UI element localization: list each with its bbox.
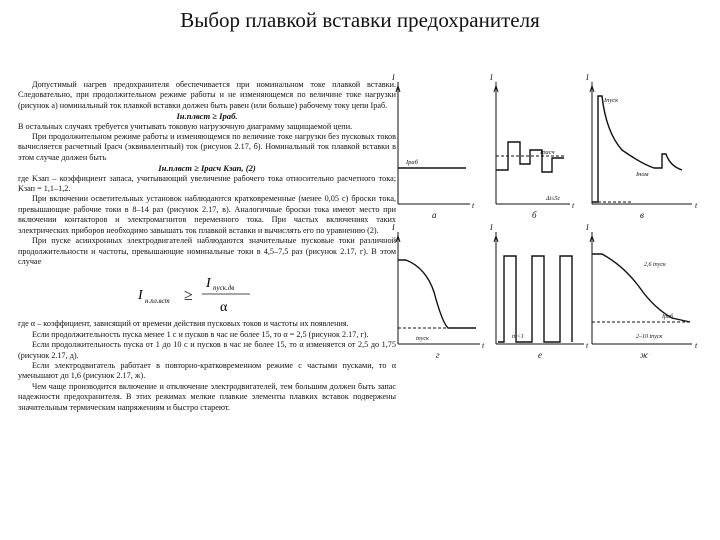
diagram-e [590, 232, 692, 344]
figure-panel [392, 72, 712, 362]
document-body [18, 80, 396, 413]
formula-denominator: α [220, 300, 228, 316]
current-diagrams [392, 72, 712, 362]
paragraph: Допустимый нагрев предохранителя обеспечивается при номинальном токе плавкой вставки. Следовательно, при продолжительном режиме работы и не изменяющемся по величине токе нагрузки (рисунок а) номинальный ток плавкой вставки должен быть равен (или больше) рабочему току цепи Iраб. [18, 80, 396, 110]
formula-numerator: I [206, 276, 211, 292]
annotation: Iном [636, 171, 649, 178]
annotation: 2–10 tпуск [636, 334, 663, 340]
axis-t-label: t [472, 201, 475, 210]
axis-i-label: I [392, 73, 395, 82]
axis-t-label: t [482, 341, 485, 350]
diagram-g [396, 232, 480, 344]
diagram-a [396, 82, 470, 204]
equation: Iн.плвст ≥ Iрасч Kзап, (2) [158, 163, 256, 174]
axis-t-label: t [695, 341, 698, 350]
annotation: Iпуск [604, 97, 619, 104]
annotation: Δt≤5с [546, 196, 561, 202]
formula-lhs-sub: н.пл.вст [145, 297, 170, 306]
figure-label: г [436, 350, 440, 360]
figure-label: ж [640, 350, 649, 360]
paragraph: Если продолжительность пуска от 1 до 10 с и пусков в час не более 15, то α изменяется от 2,5 до 1,75 (рисунок 2.17, д). [18, 340, 396, 360]
figure-label: в [640, 210, 644, 220]
annotation: Iраб [406, 159, 418, 166]
paragraph: Если электродвигатель работает в повторно-кратковременном режиме с частыми пусками, то α уменьшают до 1,6 (рисунок 2.17, ж). [18, 360, 396, 381]
paragraph: При включении осветительных установок наблюдаются кратковременные (менее 0,05 с) броски тока, превышающие рабочие токи в 8–14 раз (рисунок 2.17, в). Аналогичные броски тока имеют место при включении контакторов и электромагнитов переменного тока. При частых включениях таких электрических приборов необходимо завышать ток плавкой вставки и вычислять его по уравнению (2). [18, 194, 396, 235]
formula [18, 267, 396, 319]
paragraph: где Kзап – коэффициент запаса, учитывающий увеличение рабочего тока относительно расчетного тока; Kзап = 1,1–1,2. [18, 173, 396, 194]
axis-t-label: t [572, 201, 575, 210]
annotation: Iраб [662, 314, 674, 320]
annotation: tп<1 [512, 334, 524, 340]
paragraph: где α – коэффициент, зависящий от времени действия пусковых токов и частоты их появления. [18, 319, 349, 329]
diagram-d [494, 232, 584, 344]
formula-graphic [18, 267, 396, 319]
page-title: Выбор плавкой вставки предохранителя [180, 8, 540, 32]
axis-i-label: I [392, 223, 395, 232]
annotation: tпуск [416, 336, 429, 342]
paragraph: При пуске асинхронных электродвигателей наблюдаются значительные пусковые токи различной продолжительности и частоты, превышающие номинальные токи в 4,5–7,5 раз (рисунок 2.17, г). В этом случае [18, 236, 396, 266]
annotation: Iрасч [540, 149, 555, 156]
axis-i-label: I [490, 73, 493, 82]
axis-t-label: t [586, 341, 589, 350]
figure-label: б [532, 210, 537, 220]
figure-label: е [538, 350, 542, 360]
axis-i-label: I [586, 223, 589, 232]
figure-label: а [432, 210, 437, 220]
axis-t-label: t [695, 201, 698, 210]
annotation: 2,6 tпуск [644, 262, 666, 268]
paragraph: Чем чаще производится включение и отключение электродвигателей, тем большим должен быть запас надежности предохранителя. В этих режимах мелкие плавкие элементы плавких вставок подвержены значительным термическим напряжениям и быстро стареют. [18, 381, 396, 412]
paragraph: Если продолжительность пуска менее 1 с и пусков в час не более 15, то α = 2,5 (рисунок 2.17, г). [32, 329, 369, 339]
diagram-b [494, 82, 570, 204]
formula-geq: ≥ [184, 287, 193, 305]
equation: Iн.плвст ≥ Iраб. [176, 111, 238, 122]
axis-i-label: I [586, 73, 589, 82]
paragraph: При продолжительном режиме работы и изменяющемся по величине токе нагрузки без пусковых токов вычисляется расчетный Iрасч (эквивалентный) ток (рисунок 2.17, б). Номинальный ток плавкой вставки в этом случае должен быть [18, 132, 396, 162]
formula-lhs: I [138, 288, 143, 304]
paragraph: В остальных случаях требуется учитывать токовую нагрузочную диаграмму защищаемой цепи. [18, 121, 353, 131]
axis-i-label: I [490, 223, 493, 232]
formula-num-sub: пуск.дв [213, 284, 235, 293]
